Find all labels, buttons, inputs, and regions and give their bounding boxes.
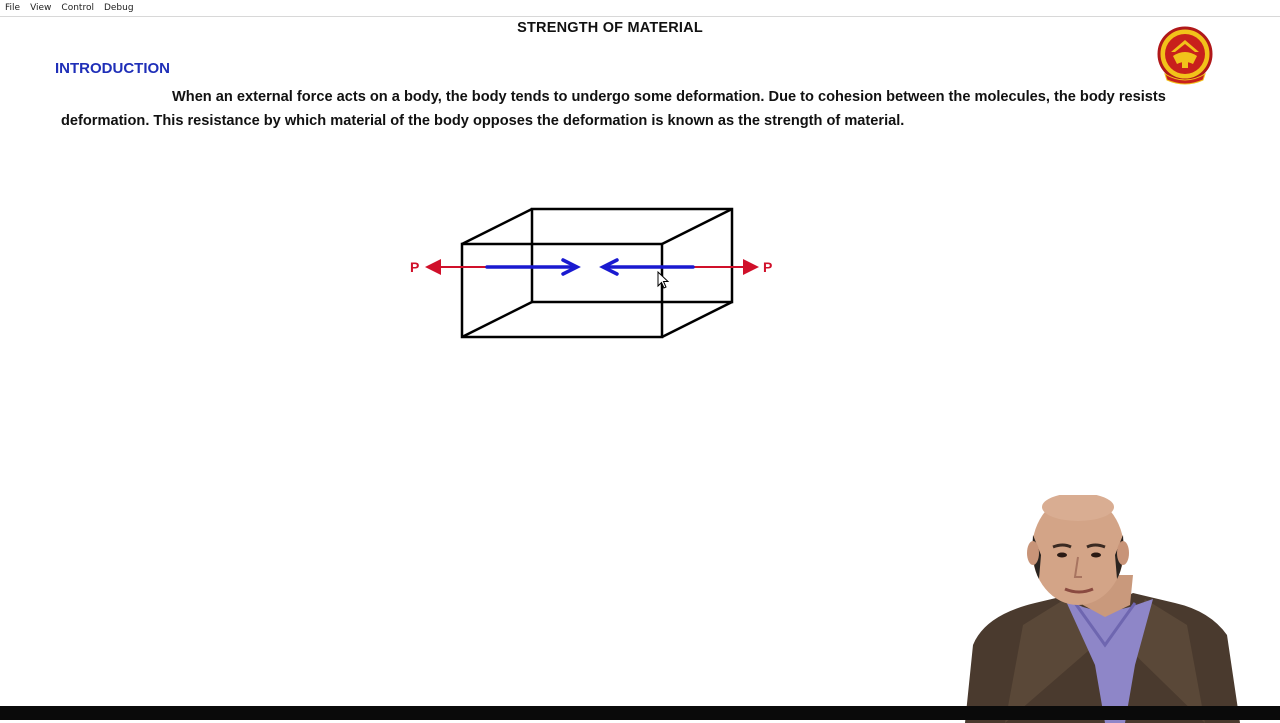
rectangular-block	[462, 209, 732, 337]
deformation-diagram	[395, 185, 795, 345]
section-heading: INTRODUCTION	[55, 60, 170, 77]
left-force-label: P	[410, 259, 420, 275]
menu-control[interactable]: Control	[61, 3, 94, 13]
menu-debug[interactable]: Debug	[103, 3, 134, 13]
menu-view[interactable]: View	[30, 3, 52, 13]
menu-file[interactable]: File	[5, 3, 21, 13]
intro-paragraph: When an external force acts on a body, the body tends to undergo some deformation. Due to cohesion between the molecules, the body resists deformation. This resistance by which material of the body opposes the deformation is known as the strength of material.	[61, 89, 1166, 129]
right-force-label: P	[763, 259, 773, 275]
menu-bar	[0, 0, 1280, 17]
bottom-bar	[0, 706, 1280, 720]
slide-title: STRENGTH OF MATERIAL	[517, 20, 703, 36]
institute-emblem-icon	[1157, 26, 1213, 86]
slide-canvas	[0, 17, 1280, 706]
presenter-video-thumbnail	[965, 495, 1280, 723]
